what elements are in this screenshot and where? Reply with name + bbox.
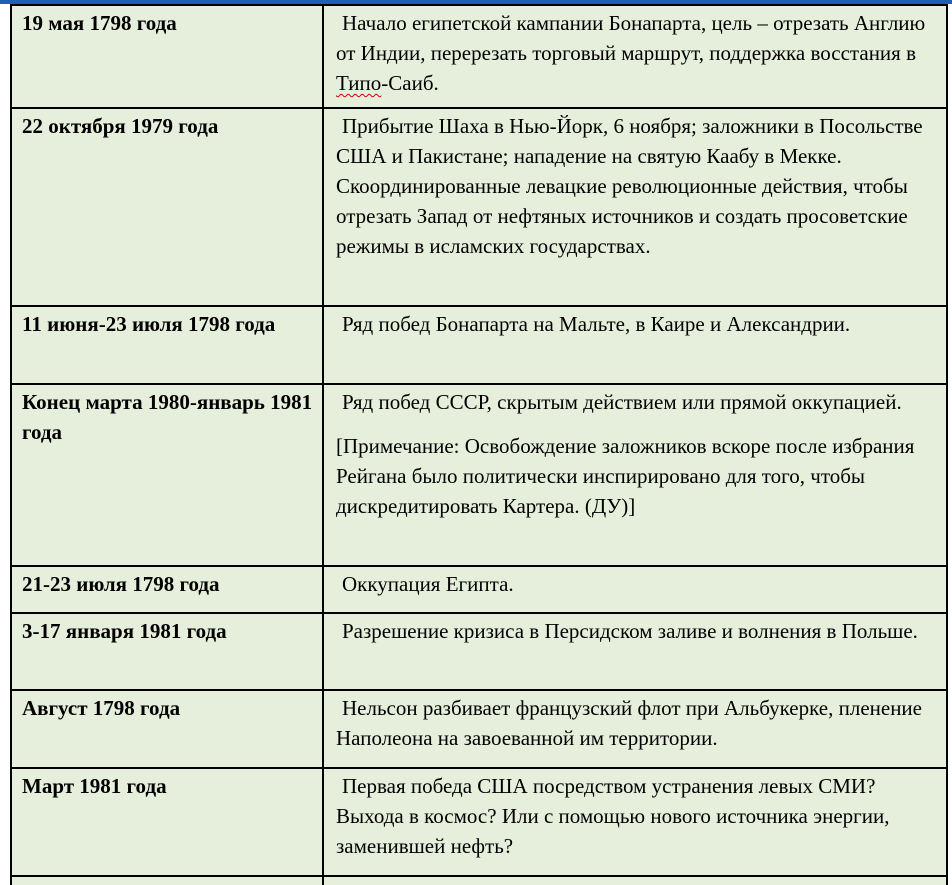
- event-cell: [323, 306, 947, 384]
- event-text: [336, 8, 940, 98]
- date-cell: 21-23 июля 1798 года: [11, 566, 323, 613]
- table-row: [11, 566, 947, 613]
- spellcheck-marked-word: Типо: [336, 71, 382, 95]
- date-cell: 19 мая 1798 года: [11, 5, 323, 108]
- table-row: [11, 690, 947, 768]
- date-cell: Август 1798 года: [11, 690, 323, 768]
- event-text: Оккупация Египта.: [342, 572, 514, 596]
- table-row: [11, 108, 947, 306]
- event-text-part: Начало египетской кампании Бонапарта, цель – отрезать Англию от Индии, перерезать торговый маршрут, поддержка восстания в: [336, 11, 926, 65]
- event-cell: [323, 690, 947, 768]
- table-row: [11, 5, 947, 108]
- event-cell: [323, 384, 947, 566]
- empty-cell: [323, 876, 947, 885]
- event-text-part: -Саиб.: [381, 71, 439, 95]
- date-cell: 22 октября 1979 года: [11, 108, 323, 306]
- table-row: [11, 876, 947, 885]
- date-cell: Март 1981 года: [11, 768, 323, 876]
- empty-cell: [11, 876, 323, 885]
- event-text: Ряд побед СССР, скрытым действием или прямой оккупацией.: [342, 390, 902, 414]
- date-cell: 11 июня-23 июля 1798 года: [11, 306, 323, 384]
- date-cell: Конец марта 1980-январь 1981 года: [11, 384, 323, 566]
- event-cell: [323, 566, 947, 613]
- timeline-table: [10, 4, 948, 885]
- event-cell: [323, 108, 947, 306]
- event-cell: [323, 5, 947, 108]
- table-row: [11, 613, 947, 690]
- event-text: Нельсон разбивает французский флот при Альбукерке, пленение Наполеона на завоеванной им территории.: [336, 696, 922, 750]
- event-text: Ряд побед Бонапарта на Мальте, в Каире и Александрии.: [342, 312, 851, 336]
- table-row: [11, 306, 947, 384]
- event-cell: [323, 768, 947, 876]
- event-text: Первая победа США посредством устранения левых СМИ? Выхода в космос? Или с помощью нового источника энергии, заменившей нефть?: [336, 774, 890, 858]
- event-cell: [323, 613, 947, 690]
- table-row: [11, 768, 947, 876]
- table-row: [11, 384, 947, 566]
- event-text: Разрешение кризиса в Персидском заливе и волнения в Польше.: [342, 619, 918, 643]
- event-text: Прибытие Шаха в Нью-Йорк, 6 ноября; заложники в Посольстве США и Пакистане; нападение на святую Каабу в Мекке. Скоординированные левацкие революционные действия, чтобы отрезать Запад от нефтяных источников и создать просоветские режимы в исламских государствах.: [336, 114, 923, 258]
- event-note: [Примечание: Освобождение заложников вскоре после избрания Рейгана было политически инспирировано для того, чтобы дискредитировать Картера. (ДУ)]: [336, 434, 915, 518]
- date-cell: 3-17 января 1981 года: [11, 613, 323, 690]
